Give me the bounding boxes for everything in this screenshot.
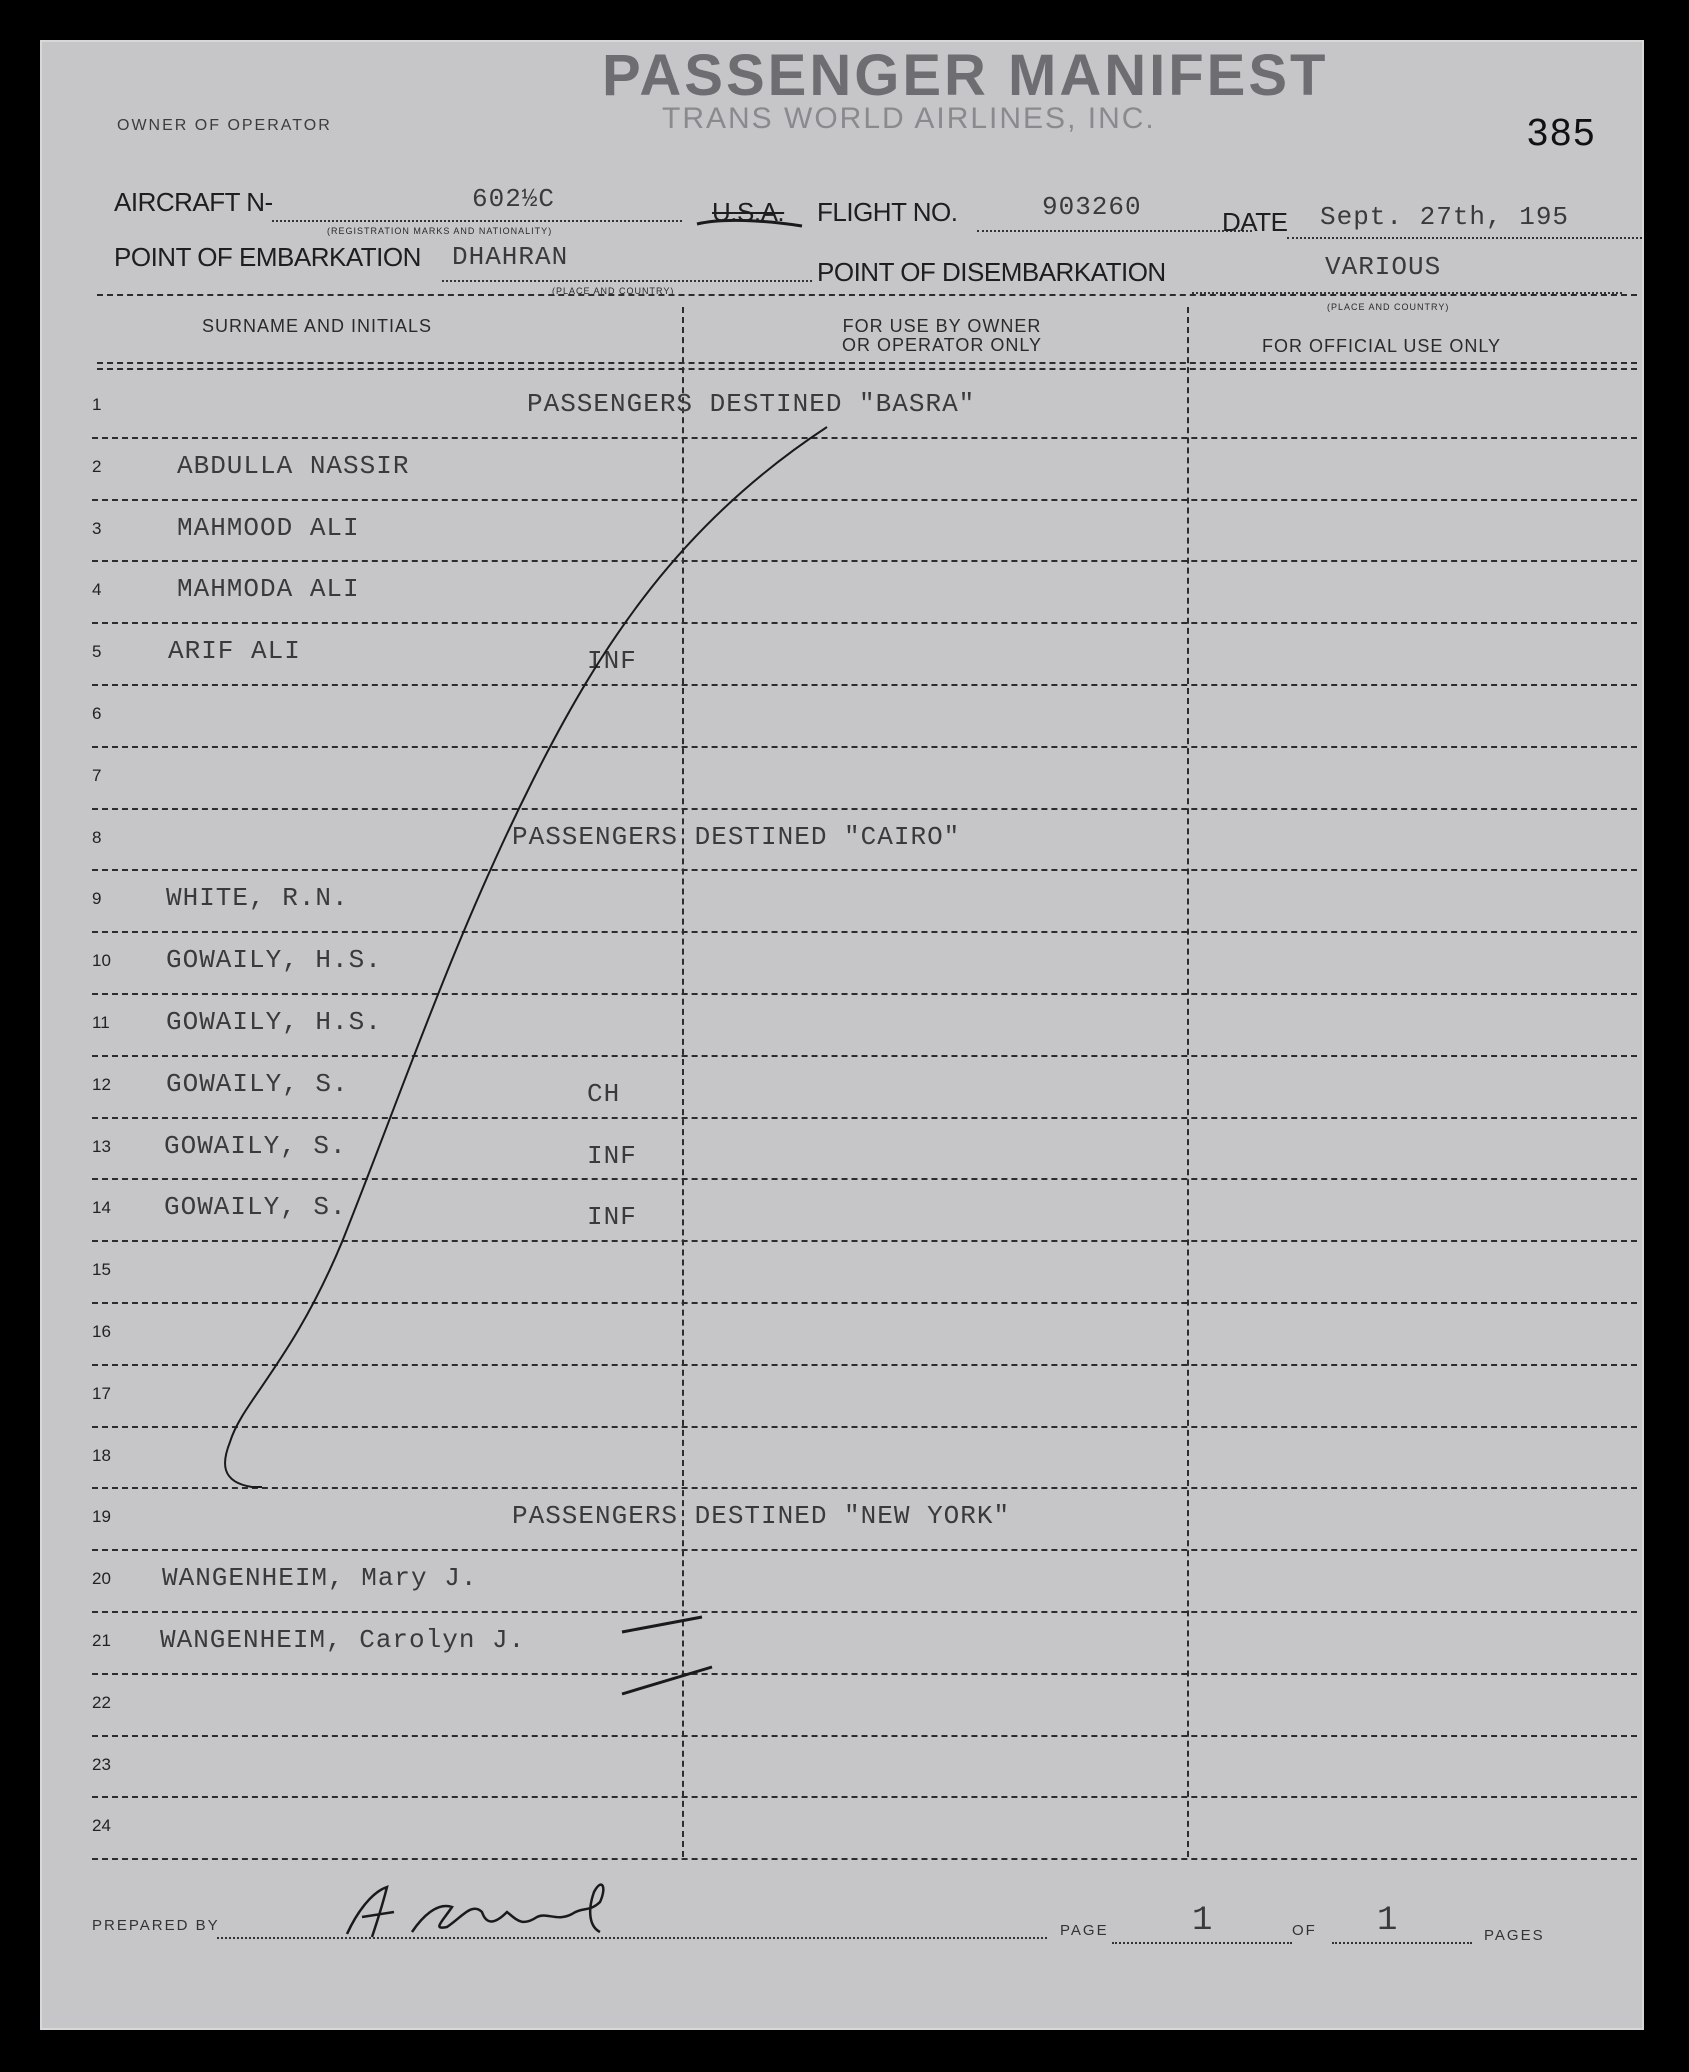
passenger-name: ABDULLA NASSIR [177,450,410,481]
of-label: OF [1292,1922,1317,1939]
of-underline [1332,1942,1472,1944]
passenger-name: MAHMODA ALI [177,574,360,605]
aircraft-label: AIRCRAFT N- [114,187,273,217]
tick-mark-20 [622,1617,702,1632]
row-number: 23 [92,1754,111,1774]
passenger-name: MAHMOOD ALI [177,512,360,543]
strike-mark [697,220,802,226]
passenger-note: INF [587,646,637,677]
col-official-head: FOR OFFICIAL USE ONLY [1262,336,1502,356]
flight-label: FLIGHT NO. [817,197,958,227]
row-number: 7 [92,765,102,785]
col-owner-head-1: FOR USE BY OWNER [842,316,1042,336]
section-heading: PASSENGERS DESTINED "CAIRO" [512,821,961,852]
row-number: 5 [92,642,102,662]
col-owner-head-2: OR OPERATOR ONLY [841,335,1043,355]
row-number: 11 [92,1013,110,1032]
passenger-note: CH [587,1078,621,1109]
row-number: 18 [92,1445,111,1465]
signature-icon [332,1872,662,1947]
passenger-name: WANGENHEIM, Carolyn J. [160,1625,526,1655]
row-number: 4 [92,580,102,600]
passenger-note: INF [587,1140,637,1171]
row-number: 15 [92,1260,111,1280]
tick-mark-21 [622,1667,712,1694]
row-number: 9 [92,889,102,909]
disembark-value: VARIOUS [1325,252,1442,282]
passenger-name: GOWAILY, S. [166,1068,349,1099]
row-number: 6 [92,704,102,723]
page-number: 385 [1527,112,1597,154]
passenger-name: GOWAILY, H.S. [166,945,382,976]
passenger-name: GOWAILY, S. [164,1192,347,1223]
aircraft-note: (REGISTRATION MARKS AND NATIONALITY) [327,226,553,236]
disembark-note: (PLACE AND COUNTRY) [1327,302,1450,312]
manifest-sheet [40,40,1644,2030]
company-name: TRANS WORLD AIRLINES, INC. [662,102,1156,135]
embark-label: POINT OF EMBARKATION [114,242,421,272]
col-surname-head: SURNAME AND INITIALS [202,316,433,336]
row-number: 20 [92,1569,111,1589]
passenger-name: ARIF ALI [168,636,301,667]
row-number: 17 [92,1383,111,1403]
disembark-label: POINT OF DISEMBARKATION [817,257,1166,287]
aircraft-value: 602½C [472,184,556,214]
row-number: 13 [92,1136,111,1156]
page-value: 1 [1192,1902,1214,1940]
embark-note: (PLACE AND COUNTRY) [552,286,675,296]
section-heading: PASSENGERS DESTINED "BASRA" [527,389,976,419]
row-number: 1 [92,395,102,414]
of-value: 1 [1377,1902,1399,1940]
pages-label: PAGES [1484,1927,1545,1944]
row-number: 2 [92,456,102,476]
row-number: 16 [92,1322,111,1341]
row-number: 12 [92,1074,111,1094]
bracket-line [225,427,827,1487]
row-number: 14 [92,1198,111,1218]
page-label: PAGE [1060,1922,1109,1939]
row-number: 22 [92,1692,111,1712]
passenger-note: INF [587,1202,637,1233]
embark-value: DHAHRAN [452,242,569,272]
passenger-name: WANGENHEIM, Mary J. [162,1563,478,1594]
manifest-title: PASSENGER MANIFEST [602,43,1329,108]
passenger-name: GOWAILY, S. [164,1130,347,1161]
usa-label: U.S.A. [712,197,785,227]
passenger-name: WHITE, R.N. [166,883,349,914]
row-number: 19 [92,1507,111,1527]
row-number: 8 [92,827,102,847]
page-underline [1112,1942,1292,1944]
row-number: 21 [92,1631,111,1650]
date-value: Sept. 27th, 195 [1320,202,1570,232]
prepared-label: PREPARED BY [92,1917,220,1934]
date-label: DATE [1222,207,1288,237]
passenger-name: GOWAILY, H.S. [166,1007,382,1037]
row-number: 10 [92,951,111,971]
row-number: 3 [92,518,102,538]
owner-label: OWNER OF OPERATOR [117,117,332,134]
row-number: 24 [92,1816,111,1836]
flight-value: 903260 [1042,192,1142,222]
hand-marks [42,42,1642,2032]
section-heading: PASSENGERS DESTINED "NEW YORK" [512,1501,1011,1532]
